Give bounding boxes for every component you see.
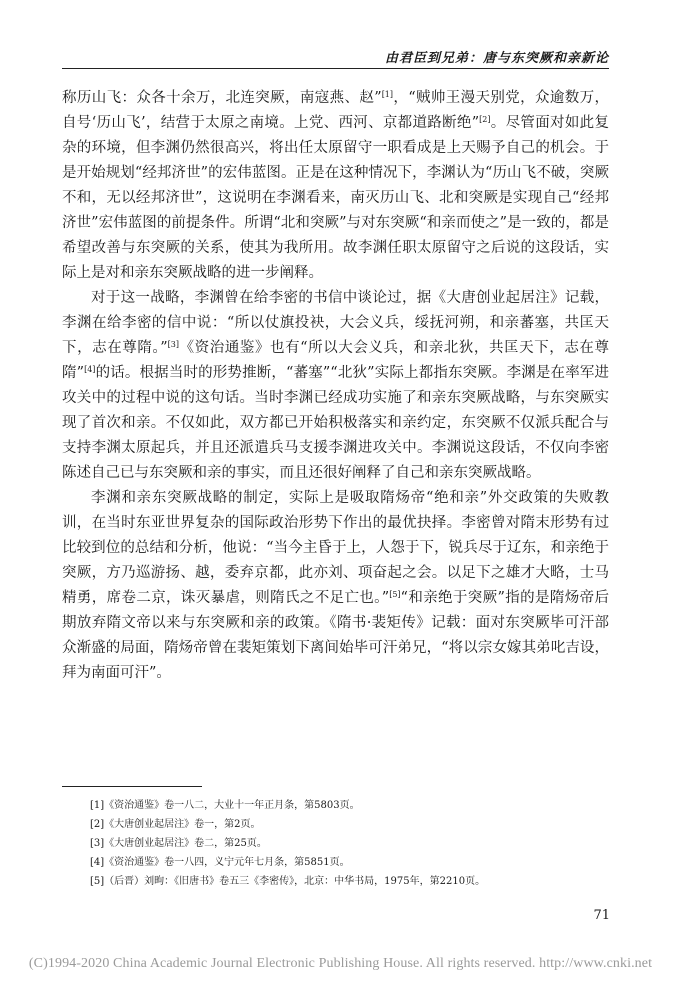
paragraph-text: 的话。根据当时的形势推断，“蕃塞”“北狄”实际上都指东突厥。李渊是在率军进攻关中的过程中说的这句话。当时李渊已经成功实施了和亲东突厥战略，与东突厥实现了首次和亲。不仅如此，双方都已开始积极落实和亲约定，东突厥不仅派兵配合与支持李渊太原起兵，并且还派遣兵马支援李渊进攻关中。李渊说这段话，不仅向李密陈述自己已与东突厥和亲的事实，而且还很好阐释了自己和亲东突厥战略。 bbox=[62, 365, 609, 481]
footnote-item: [5]（后晋）刘昫：《旧唐书》卷五三《李密传》，北京：中华书局，1975年，第2210页。 bbox=[90, 876, 486, 887]
article-body bbox=[62, 86, 609, 686]
footnote-ref-5[interactable]: [5] bbox=[389, 590, 401, 599]
footnote-ref-2[interactable]: [2] bbox=[479, 115, 491, 124]
footnote-divider bbox=[62, 786, 202, 787]
paragraph-2 bbox=[62, 286, 609, 486]
footnote-item: [3]《大唐创业起居注》卷二，第25页。 bbox=[90, 838, 267, 849]
footnote-item: [1]《资治通鉴》卷一八二，大业十一年正月条，第5803页。 bbox=[90, 800, 360, 811]
footnote-ref-4[interactable]: [4] bbox=[84, 365, 96, 374]
footnote-item: [2]《大唐创业起居注》卷一，第2页。 bbox=[90, 819, 261, 830]
paragraph-3 bbox=[62, 486, 609, 686]
paragraph-text: 称历山飞：众各十余万，北连突厥，南寇燕、赵” bbox=[62, 90, 382, 106]
page-number: 71 bbox=[593, 908, 610, 923]
paragraph-text: ，“贼帅王漫天别党，众逾数万，自号‘历山飞’，结营于太原之南境。上党、西河、京都道路断绝” bbox=[62, 90, 609, 131]
paragraph-text: 对于这一战略，李渊曾在给李密的书信中谈论过，据《大唐创业起居注》记载，李渊在给李密的信中说：“所以仗旗投袂，大会义兵，绥抚河朔，和亲蕃塞，共匡天下，志在尊隋。” bbox=[62, 290, 609, 356]
header-divider bbox=[62, 68, 609, 69]
copyright-watermark: (C)1994-2020 China Academic Journal Electronic Publishing House. All rights reserved. http://www.cnki.net bbox=[28, 956, 653, 971]
paragraph-text: 《资治通鉴》也有“所以大会义兵，和亲北狄，共匡天下，志在尊隋” bbox=[62, 340, 609, 381]
running-header bbox=[62, 36, 609, 66]
paragraph-text: 李渊和亲东突厥战略的制定，实际上是吸取隋炀帝“绝和亲”外交政策的失败教训，在当时东亚世界复杂的国际政治形势下作出的最优抉择。李密曾对隋末形势有过比较到位的总结和分析，他说：“当今主昏于上，人怨于下，锐兵尽于辽东，和亲绝于突厥，方乃巡游扬、越，委弃京都，此亦刘、项奋起之会。以足下之雄才大略，士马精勇，席卷二京，诛灭暴虐，则隋氏之不足亡也。” bbox=[62, 490, 609, 606]
paragraph-text: “和亲绝于突厥”指的是隋炀帝后期放弃隋文帝以来与东突厥和亲的政策。《隋书·裴矩传》记载：面对东突厥毕可汗部众渐盛的局面，隋炀帝曾在裴矩策划下离间始毕可汗弟兄，“将以宗女嫁其弟叱吉设，拜为南面可汗”。 bbox=[62, 590, 609, 681]
paragraph-1 bbox=[62, 86, 609, 286]
footnote-ref-3[interactable]: [3] bbox=[167, 340, 180, 349]
footnotes bbox=[90, 796, 610, 891]
footnote-ref-1[interactable]: [1] bbox=[381, 90, 394, 99]
paragraph-text: 。尽管面对如此复杂的环境，但李渊仍然很高兴，将出任太原留守一职看成是上天赐予自己的机会。于是开始规划“经邦济世”的宏伟蓝图。正是在这种情况下，李渊认为“历山飞不破，突厥不和，无以经邦济世”，这说明在李渊看来，南灭历山飞、北和突厥是实现自己“经邦济世”宏伟蓝图的前提条件。所谓“北和突厥”与对东突厥“和亲而使之”是一致的，都是希望改善与东突厥的关系，使其为我所用。故李渊任职太原留守之后说的这段话，实际上是对和亲东突厥战略的进一步阐释。 bbox=[62, 115, 609, 281]
running-title: 由君臣到兄弟：唐与东突厥和亲新论 bbox=[384, 51, 609, 66]
footnote-item: [4]《资治通鉴》卷一八四，义宁元年七月条，第5851页。 bbox=[90, 857, 350, 868]
